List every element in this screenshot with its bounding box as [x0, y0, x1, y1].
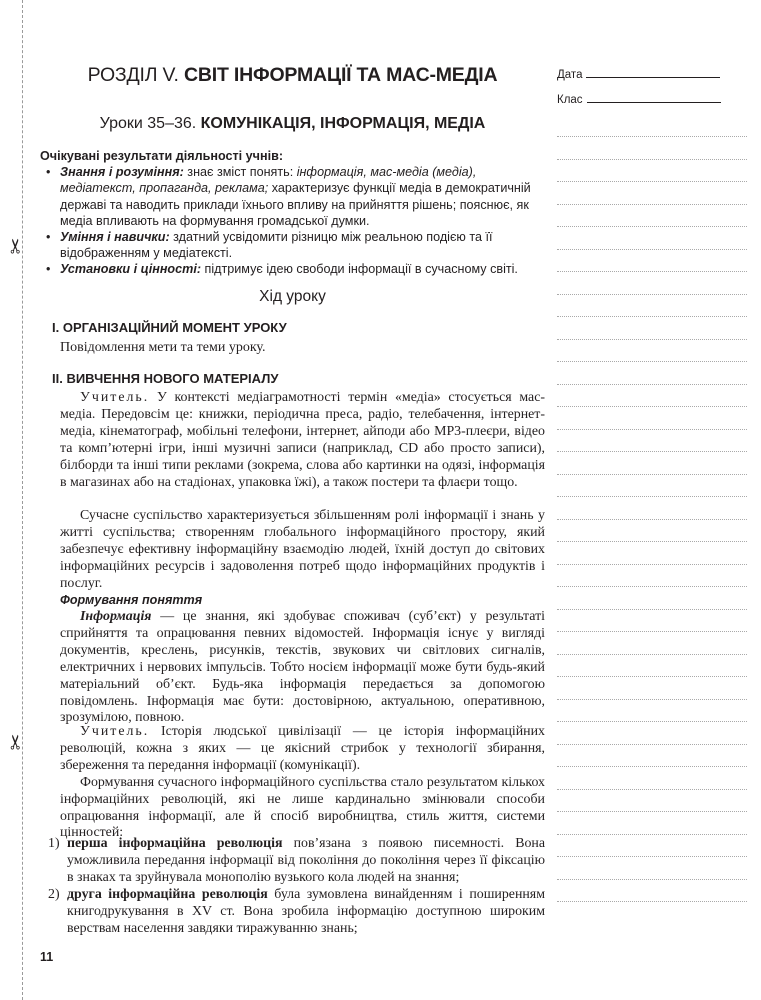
note-line [557, 609, 747, 610]
note-line [557, 811, 747, 812]
cut-line [22, 0, 24, 1000]
note-line [557, 384, 747, 385]
note-line [557, 339, 747, 340]
note-line [557, 541, 747, 542]
course-title: Хід уроку [259, 288, 326, 305]
note-line [557, 519, 747, 520]
expected-outcomes [40, 148, 545, 278]
note-line [557, 676, 747, 677]
note-line [557, 136, 747, 137]
note-line [557, 451, 747, 452]
note-line [557, 721, 747, 722]
part-heading: І. ОРГАНІЗАЦІЙНИЙ МОМЕНТ УРОКУ [52, 320, 287, 335]
list-item: 2) друга інформаційна революція була зумовлена винайденням і поширенням книгодрукування в XV ст. Вона зробила інформацію доступною широким верствам населення завдяки тиражуванню знань; [48, 886, 545, 936]
note-line [557, 361, 747, 362]
subheading: Формування поняття [60, 593, 203, 607]
note-line [557, 789, 747, 790]
teacher-label: Учитель. [80, 724, 150, 739]
teacher-label: Учитель. [80, 390, 150, 405]
outcome-item: • Уміння і навички: здатний усвідомити різницю між реальною подією та її відображенням у медіатексті. [46, 230, 493, 261]
bullet-icon: • [46, 165, 51, 180]
note-line [557, 316, 747, 317]
date-line [586, 68, 720, 78]
note-line [557, 834, 747, 835]
note-line [557, 429, 747, 430]
note-line [557, 564, 747, 565]
outcome-item: • Знання і розуміння: знає зміст понять: інформація, мас-медіа (медіа), медіатекст, пропаганда, реклама; характеризує функції медіа в демократичній державі та наводить приклади їхнього впливу на прийняття рішень; пояснює, як медіа впливають на формування громадської думки. [46, 165, 531, 228]
main-column [40, 0, 545, 1000]
note-line [557, 766, 747, 767]
class-field[interactable]: Клас [557, 93, 721, 106]
note-line [557, 744, 747, 745]
note-line [557, 879, 747, 880]
bullet-icon: • [46, 262, 51, 277]
paragraph: Учитель. Історія людської цивілізації — це історія інформаційних революцій, кожна з яких — це якісний стрибок у технології збирання, збереження та передання інформації (комунікації). Формування сучасного інформаційного суспільства стало результатом кількох інформаційних революцій, які не лише кардинально змінювали способи опрацювання інформації, але й спосіб виробництва, стиль життя, системи цінностей: [60, 724, 545, 841]
lesson-title: Уроки 35–36. КОМУНІКАЦІЯ, ІНФОРМАЦІЯ, МЕДІА [99, 115, 486, 132]
part-text: Повідомлення мети та теми уроку. [60, 340, 266, 355]
list-item: 1) перша інформаційна революція пов’язана з появою писемності. Вона уможливила передання інформації від покоління до покоління через її фіксацію в знаках та зруйнувала монополію вузького кола людей на знання; [48, 836, 546, 885]
revolutions-list [48, 836, 545, 937]
note-line [557, 294, 747, 295]
note-line [557, 856, 747, 857]
paragraph: Інформація — це знання, які здобуває споживач (суб’єкт) у результаті сприйняття та опрацювання певних відомостей. Інформація існує у вигляді документів, креслень, рисунків, текстів, звукових чи світлових сигналів, електричних і нервових імпульсів. Тобто носієм інформації може бути будь-який матеріальний об’єкт. Будь-яка інформація передається за допомогою повідомлень. Інформація має бути: достовірною, актуальною, оперативною, зрозумілою, повною. [60, 609, 545, 726]
paragraph: Учитель. У контексті медіаграмотності термін «медіа» стосується мас-медіа. Передовсім це: книжки, періодична преса, радіо, телебачення, інтернет-медіа, кінематограф, мобільні телефони, інтернет, айподи або МР3-плеєри, відео та комп’ютерні ігри, інші музичні записи (наприклад, CD або просто записи), білборди та інші типи реклами (зокрема, слова або картинки на одязі, інформація в магазинах або на стадіонах, упаковка їжі), а також постери та флаєри тощо. [60, 390, 545, 490]
note-line [557, 406, 747, 407]
scissors-icon: ✂ [5, 237, 28, 255]
section-title: РОЗДІЛ V. СВІТ ІНФОРМАЦІЇ ТА МАС-МЕДІА [87, 64, 498, 86]
part-heading: ІІ. ВИВЧЕННЯ НОВОГО МАТЕРІАЛУ [52, 371, 279, 386]
outcomes-heading: Очікувані результати діяльності учнів: [40, 149, 284, 163]
note-line [557, 271, 747, 272]
bullet-icon: • [46, 230, 51, 245]
note-line [557, 204, 747, 205]
paragraph: Сучасне суспільство характеризується збільшенням ролі інформації і знань у житті суспільства; створенням глобального інформаційного простору, який забезпечує ефективну інформаційну взаємодію людей, їхній доступ до світових інформаційних ресурсів і задоволення потреб щодо інформаційних продуктів і послуг. [60, 508, 545, 591]
note-line [557, 496, 747, 497]
note-line [557, 631, 747, 632]
note-line [557, 654, 747, 655]
note-line [557, 249, 747, 250]
note-line [557, 586, 747, 587]
term: Інформація [80, 609, 152, 624]
note-line [557, 474, 747, 475]
notes-column [557, 0, 747, 1000]
note-line [557, 901, 747, 902]
date-field[interactable]: Дата [557, 68, 720, 81]
note-line [557, 699, 747, 700]
note-line [557, 181, 747, 182]
outcome-item: • Установки і цінності: підтримує ідею свободи інформації в сучасному світі. [46, 262, 518, 277]
note-line [557, 226, 747, 227]
class-line [587, 93, 721, 103]
page-number: 11 [40, 950, 54, 964]
note-line [557, 159, 747, 160]
scissors-icon: ✂ [5, 733, 28, 751]
